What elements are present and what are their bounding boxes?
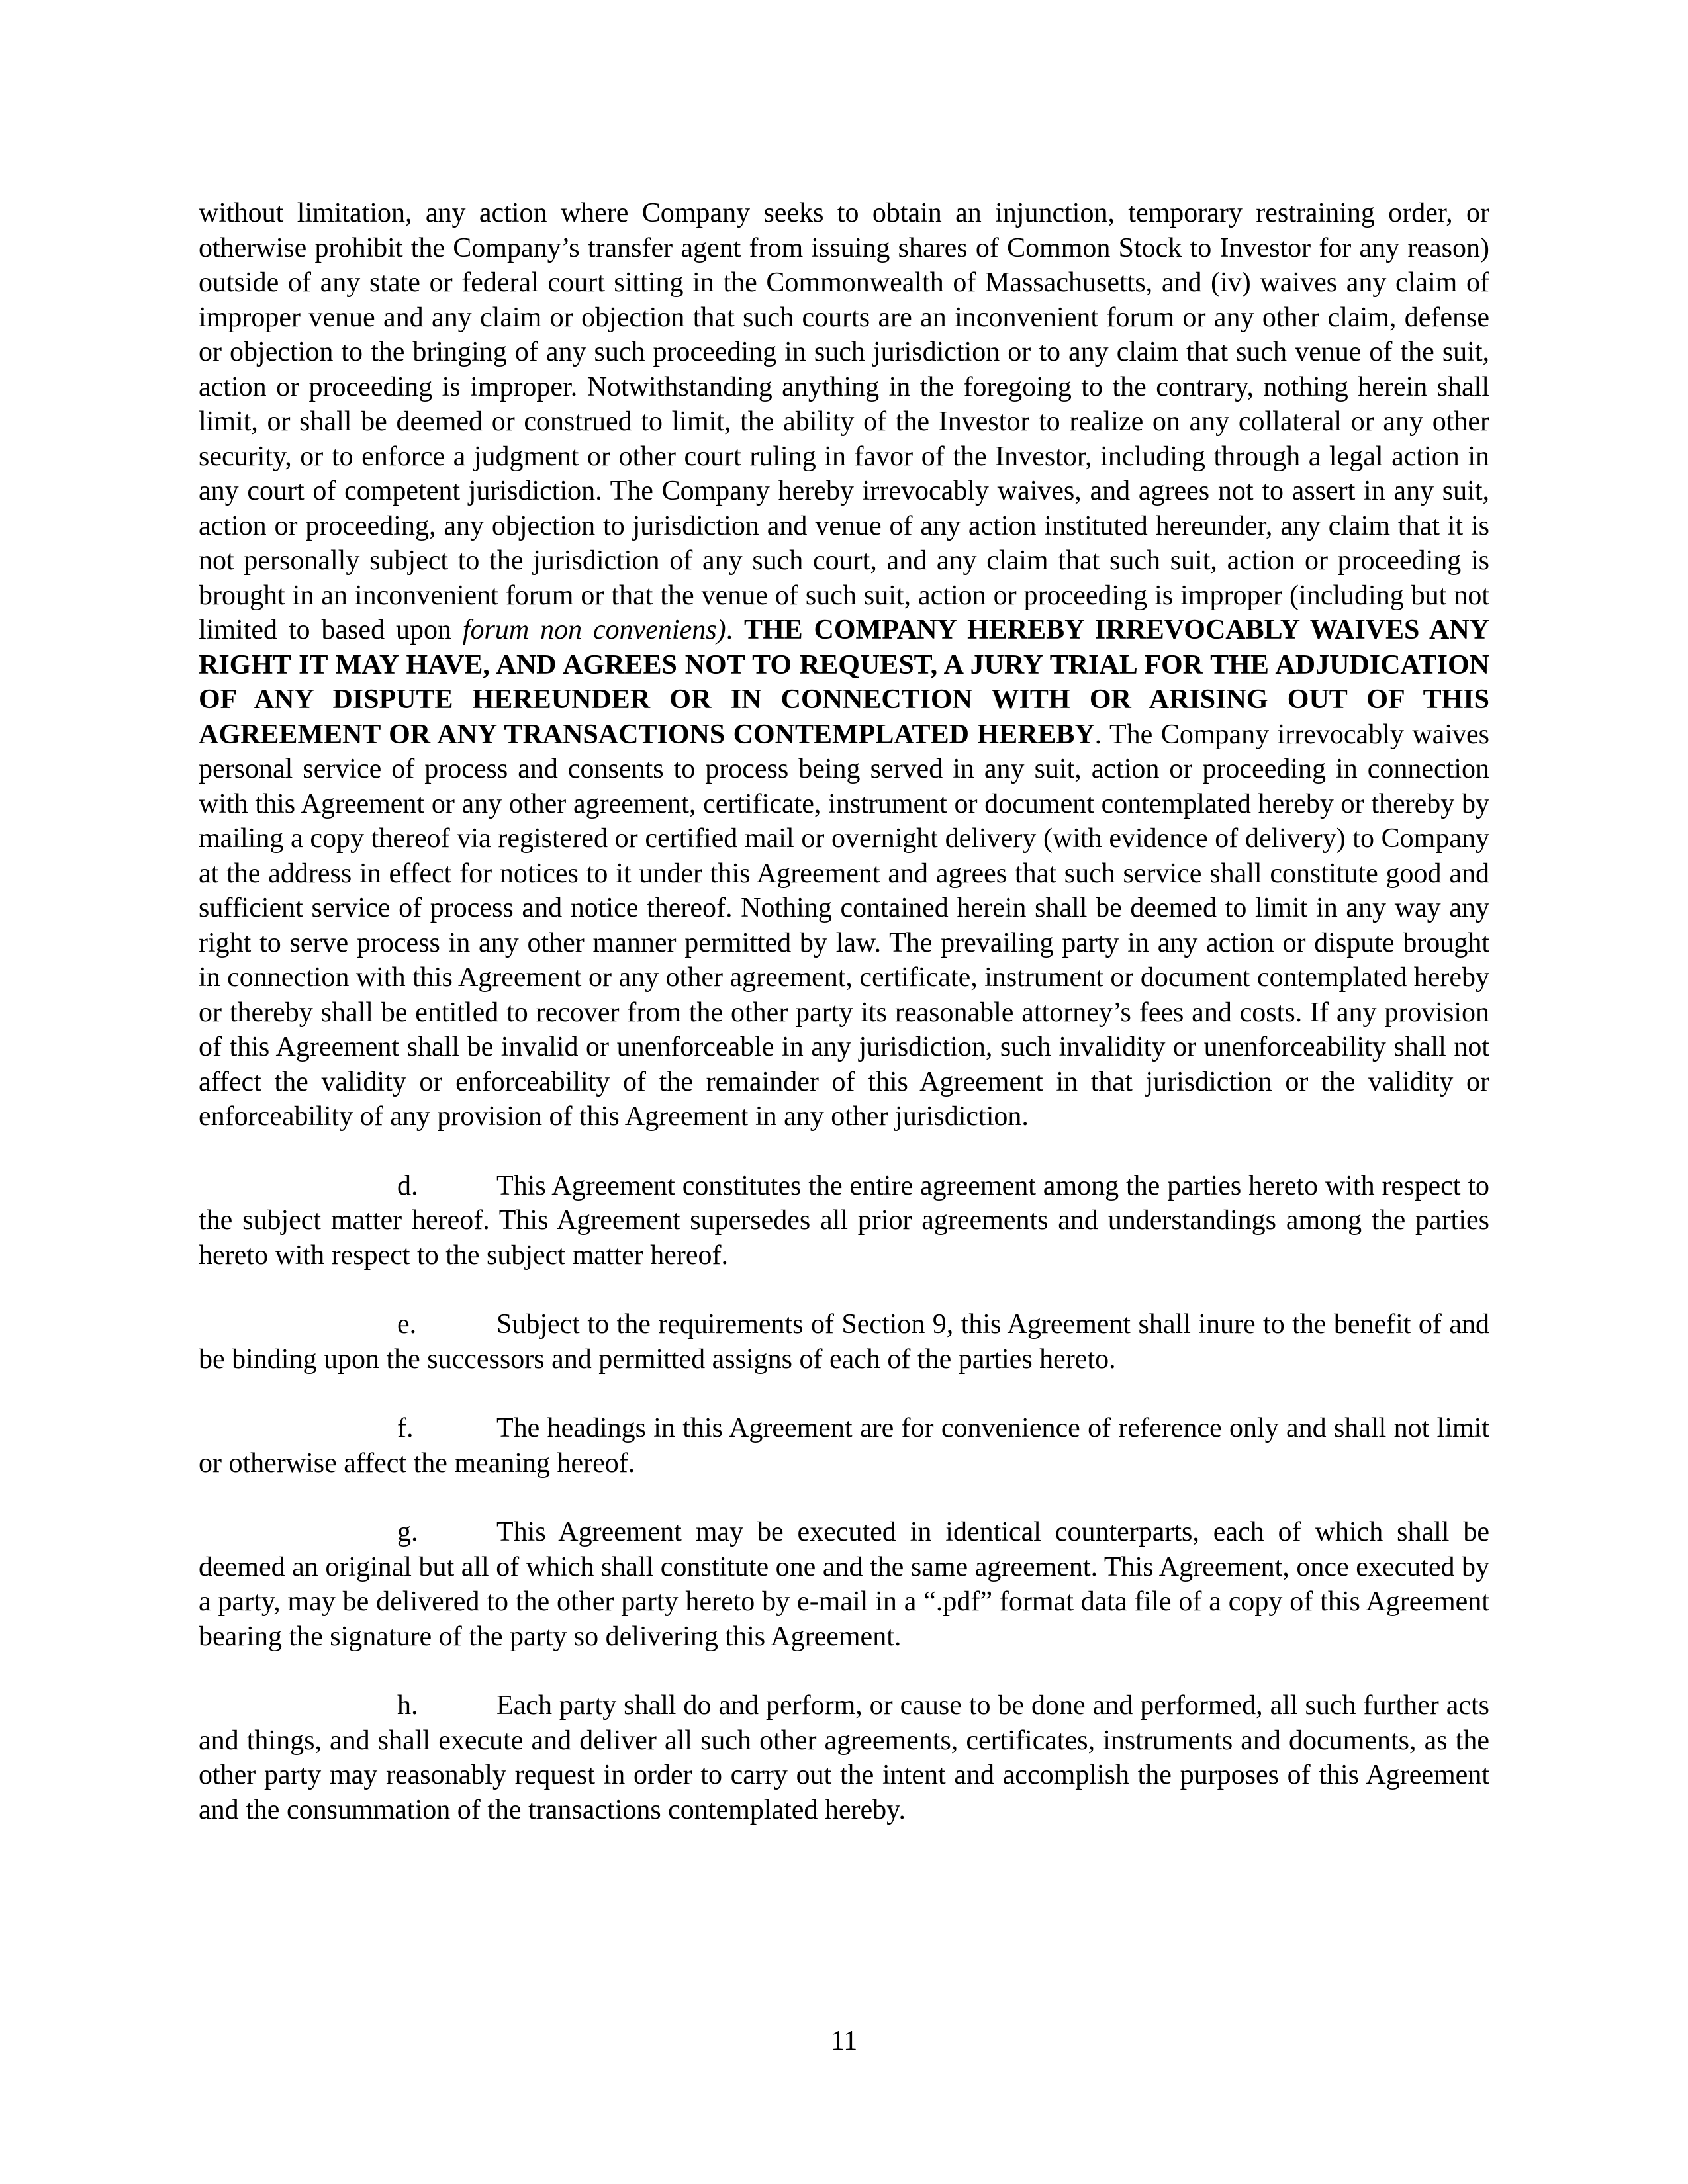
section-h-label: h. <box>397 1690 418 1721</box>
continuation-text-c: . The Company irrevocably waives personal service of process and consents to process being served in any suit, action or proceeding in connection with this Agreement or any other agreement, certificate, instrument or document contemplated hereby or thereby by mailing a copy thereof via registered or certified mail or overnight delivery (with evidence of delivery) to Company at the address in effect for notices to it under this Agreement and agrees that such service shall constitute good and sufficient service of process and notice thereof. Nothing contained herein shall be deemed to limit in any way any right to serve process in any other manner permitted by law. The prevailing party in any action or dispute brought in connection with this Agreement or any other agreement, certificate, instrument or document contemplated hereby or thereby shall be entitled to recover from the other party its reasonable attorney’s fees and costs. If any provision of this Agreement shall be invalid or unenforceable in any jurisdiction, such invalidity or unenforceability shall not affect the validity or enforceability of the remainder of this Agreement in that jurisdiction or the validity or enforceability of any provision of this Agreement in any other jurisdiction. <box>199 719 1489 1132</box>
section-f-text: The headings in this Agreement are for convenience of reference only and shall not limit or otherwise affect the meaning hereof. <box>199 1413 1489 1479</box>
section-g-text: This Agreement may be executed in identical counterparts, each of which shall be deemed an original but all of which shall constitute one and the same agreement. This Agreement, once executed by a party, may be delivered to the other party hereto by e-mail in a “.pdf” format data file of a copy of this Agreement bearing the signature of the party so delivering this Agreement. <box>199 1517 1489 1652</box>
section-e-paragraph <box>199 1307 1489 1377</box>
section-f-paragraph <box>199 1411 1489 1480</box>
page-number: 11 <box>830 2026 858 2056</box>
section-e-text: Subject to the requirements of Section 9, this Agreement shall inure to the benefit of and be binding upon the successors and permitted assigns of each of the parties hereto. <box>199 1309 1489 1375</box>
section-f-label: f. <box>397 1413 414 1443</box>
section-d-text: This Agreement constitutes the entire agreement among the parties hereto with respect to the subject matter hereof. This Agreement supersedes all prior agreements and understandings among the parties hereto with respect to the subject matter hereof. <box>199 1170 1489 1271</box>
section-d-paragraph <box>199 1169 1489 1273</box>
jury-waiver-clause: THE COMPANY HEREBY IRREVOCABLY WAIVES ANY RIGHT IT MAY HAVE, AND AGREES NOT TO REQUEST, A JURY TRIAL FOR THE ADJUDICATION OF ANY DISPUTE HEREUNDER OR IN CONNECTION WITH OR ARISING OUT OF THIS AGREEMENT OR ANY TRANSACTIONS CONTEMPLATED HEREBY <box>199 615 1489 750</box>
document-page <box>199 196 1489 1827</box>
continuation-text-a: without limitation, any action where Company seeks to obtain an injunction, temporary restraining order, or otherwise prohibit the Company’s transfer agent from issuing shares of Common Stock to Investor for any reason) outside of any state or federal court sitting in the Commonwealth of Massachusetts, and (iv) waives any claim of improper venue and any claim or objection that such courts are an inconvenient forum or any other claim, defense or objection to the bringing of any such proceeding in such jurisdiction or to any claim that such venue of the suit, action or proceeding is improper. Notwithstanding anything in the foregoing to the contrary, nothing herein shall limit, or shall be deemed or construed to limit, the ability of the Investor to realize on any collateral or any other security, or to enforce a judgment or other court ruling in favor of the Investor, including through a legal action in any court of competent jurisdiction. The Company hereby irrevocably waives, and agrees not to assert in any suit, action or proceeding, any objection to jurisdiction and venue of any action instituted hereunder, any claim that it is not personally subject to the jurisdiction of any such court, and any claim that such suit, action or proceeding is brought in an inconvenient forum or that the venue of such suit, action or proceeding is improper (including but not limited to based upon <box>199 198 1489 645</box>
section-h-text: Each party shall do and perform, or cause to be done and performed, all such further acts and things, and shall execute and deliver all such other agreements, certificates, instruments and documents, as the other party may reasonably request in order to carry out the intent and accomplish the purposes of this Agreement and the consummation of the transactions contemplated hereby. <box>199 1690 1489 1825</box>
section-d-label: d. <box>397 1170 418 1201</box>
section-h-paragraph <box>199 1688 1489 1827</box>
section-g-paragraph <box>199 1515 1489 1654</box>
continuation-paragraph <box>199 196 1489 1134</box>
continuation-italic-phrase: forum non conveniens) <box>462 615 726 645</box>
continuation-text-b: . <box>726 615 744 645</box>
section-e-label: e. <box>397 1309 417 1340</box>
section-g-label: g. <box>397 1517 418 1547</box>
